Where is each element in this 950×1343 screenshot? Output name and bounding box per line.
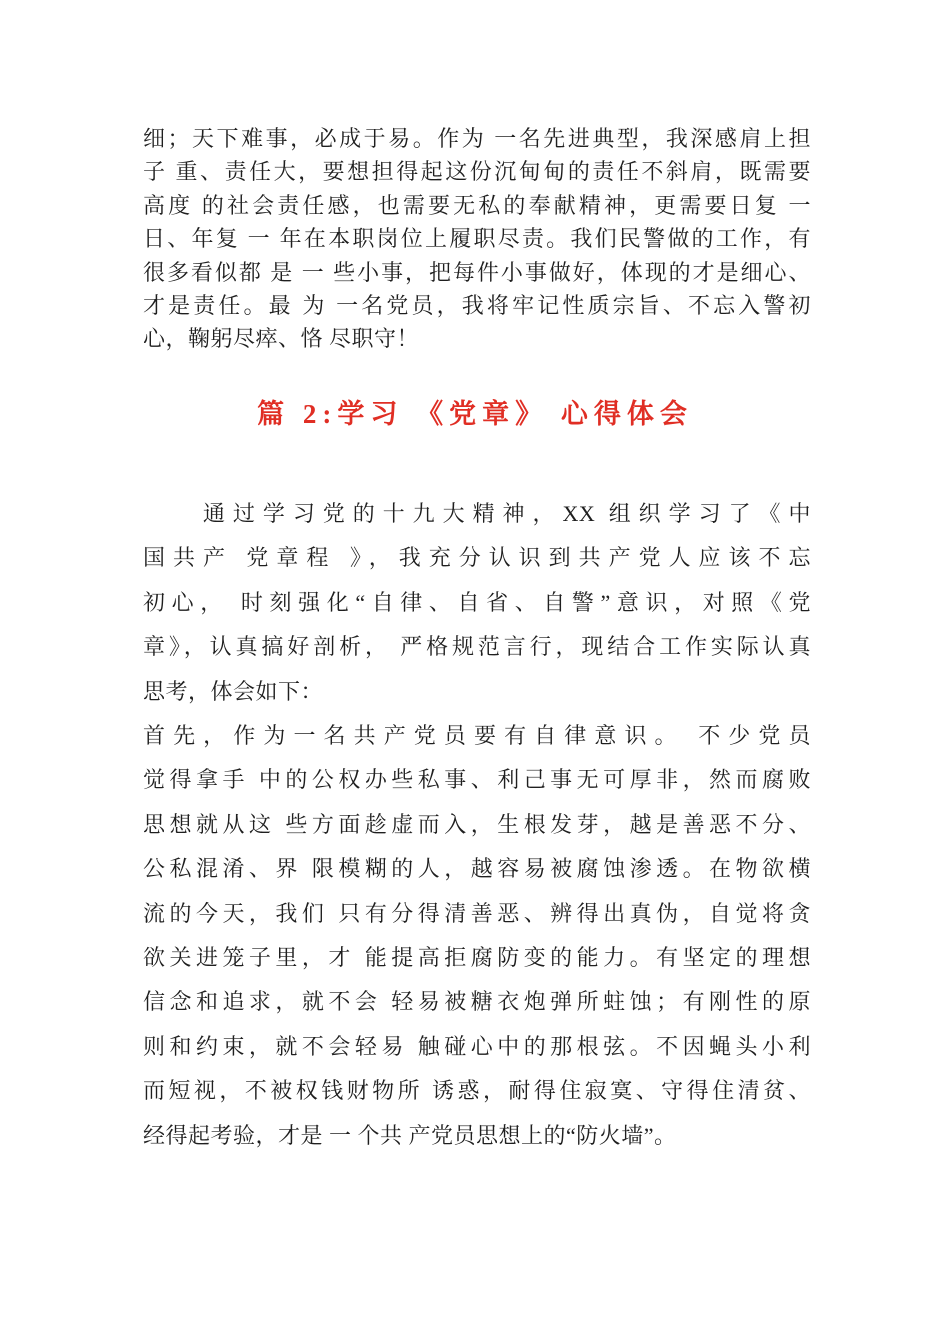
text-line: 才是责任。最 为 一名党员，我将牢记性质宗旨、不忘入警初 [143, 293, 811, 319]
text-line: 章》，认真搞好剖析， 严格规范言行，现结合工作实际认真 [143, 634, 811, 660]
text-line: 而短视，不被权钱财物所 诱惑，耐得住寂寞、守得住清贫、 [143, 1078, 811, 1104]
text-line: 高度 的社会责任感，也需要无私的奉献精神，更需要日复 一 [143, 192, 811, 218]
text-line: 公私混淆、界 限模糊的人，越容易被腐蚀渗透。在物欲横 [143, 856, 811, 882]
text-line: 思想就从这 些方面趁虚而入，生根发芽，越是善恶不分、 [143, 811, 811, 837]
text-line: 初心， 时刻强化“自律、自省、自警”意识，对照《党 [143, 589, 811, 615]
section-heading: 篇 2:学习 《党章》 心得体会 [257, 399, 693, 429]
paragraph-1 [143, 122, 811, 356]
text-line: 欲关进笼子里，才 能提高拒腐防变的能力。有坚定的理想 [143, 945, 811, 971]
text-line: 则和约束，就不会轻易 触碰心中的那根弦。不因蝇头小利 [143, 1033, 811, 1059]
text-line: 子 重、责任大，要想担得起这份沉甸甸的责任不斜肩，既需要 [143, 159, 811, 185]
section-body [143, 492, 811, 1158]
text-line: 信念和追求，就不会 轻易被糖衣炮弹所蛀蚀；有刚性的原 [143, 989, 811, 1015]
paragraph-2 [143, 492, 811, 714]
text-line: 很多看似都 是 一 些小事，把每件小事做好，体现的才是细心、 [143, 259, 811, 285]
text-line: 觉得拿手 中的公权办些私事、利己事无可厚非，然而腐败 [143, 767, 811, 793]
text-line: 细；天下难事，必成于易。作为 一名先进典型，我深感肩上担 [143, 126, 811, 151]
text-line: 心，鞠躬尽瘁、恪 尽职守！ [143, 326, 420, 352]
text-line: 经得起考验，才是 一 个共 产党员思想上的“防火墙”。 [143, 1122, 677, 1148]
text-line: 通过学习党的十九大精神，XX 组织学习了《中 [143, 501, 811, 526]
text-line: 流的今天，我们 只有分得清善恶、辨得出真伪，自觉将贪 [143, 900, 811, 926]
text-line: 国共产 党章程 》，我充分认识到共产党人应该不忘 [143, 545, 811, 571]
paragraph-3 [143, 714, 811, 1158]
text-line: 首先，作为一名共产党员要有自律意识。 不少党员 [143, 723, 811, 749]
text-line: 思考，体会如下： [143, 678, 324, 704]
text-line: 日、年复 一 年在本职岗位上履职尽责。我们民警做的工作，有 [143, 226, 811, 252]
